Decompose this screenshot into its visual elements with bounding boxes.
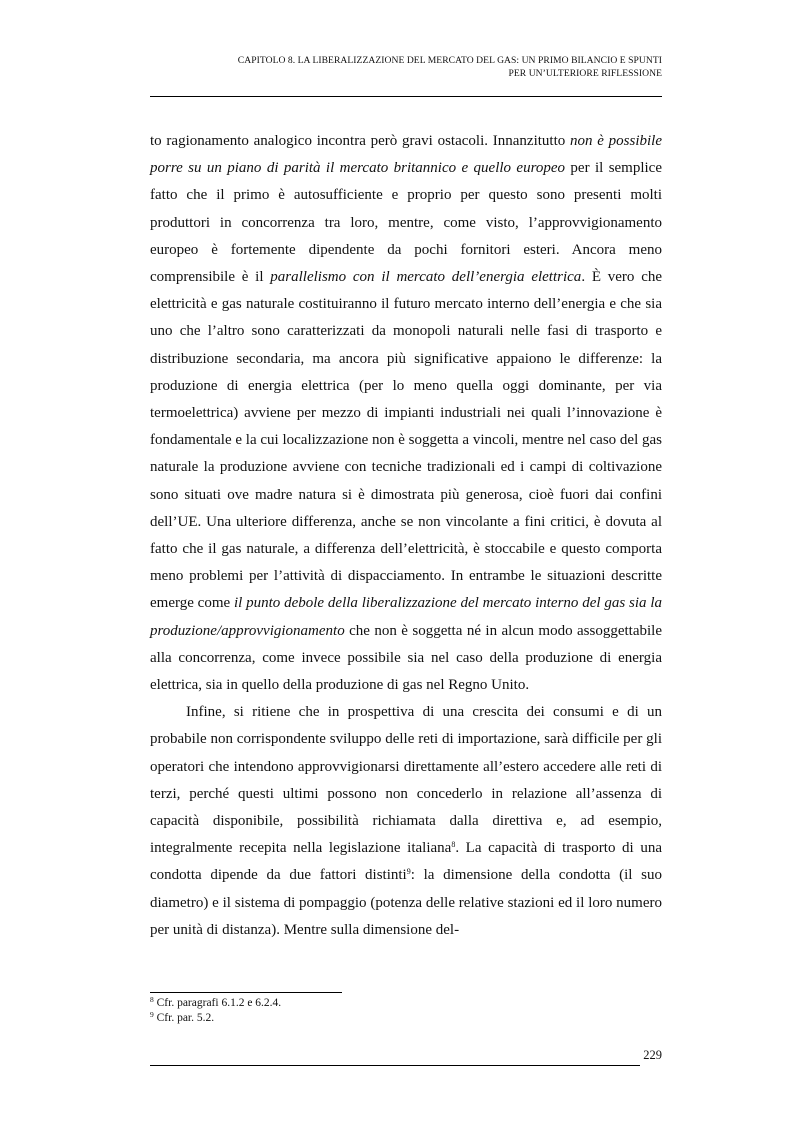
footnote-ref-8[interactable]: 8 [451,840,456,850]
header-divider [150,96,662,97]
running-header-line-2: PER UN’ULTERIORE RIFLESSIONE [508,68,662,79]
p2-text-1: Infine, si ritiene che in prospettiva di una crescita dei consumi e di un probabile non corrispondente sviluppo delle reti di importazione, sarà difficile per gli operatori che intendono approvvigionarsi direttamente all’estero accedere alle reti di terzi, perché questi ultimi possono non concederlo in relazione all’assenza di capacità disponibile, possibilità richiamata dalla direttiva e, ad esempio, integralmente recepita nella legislazione italiana [150,704,662,857]
body-text [150,128,662,944]
p1-italic-2: parallelismo con il mercato dell’energia elettrica [270,269,582,286]
p1-text-2: per il semplice fatto che il primo è autosufficiente e proprio per questo sono presenti molti produttori in concorrenza tra loro, mentre, come visto, l’approvvigionamento europeo è fortemente dipendente da pochi fornitori esteri. Ancora meno comprensibile è il [150,160,663,286]
p2-text-2: . La capacità di trasporto di una condotta dipende da due fattori distinti [150,840,662,884]
footnote-ref-9[interactable]: 9 [406,867,411,877]
paragraph-1 [150,128,662,699]
p1-italic-1: non è possibile porre su un piano di parità il mercato britannico e quello europeo [150,133,663,177]
p1-italic-3: il punto debole della liberalizzazione del mercato interno del gas sia la produzione/approvvigionamento [150,595,662,639]
footnote-9-text: Cfr. par. 5.2. [153,1011,215,1024]
p1-text-4: che non è soggetta né in alcun modo assoggettabile alla concorrenza, come invece possibile sia nel caso della produzione di energia elettrica, sia in quello della produzione di gas nel Regno Unito. [150,622,662,694]
paragraph-2 [150,699,662,944]
p1-text-1: to ragionamento analogico incontra però gravi ostacoli. Innanzitutto [150,133,570,149]
p2-text-3: : la dimensione della condotta (il suo diametro) e il sistema di pompaggio (potenza delle relative stazioni ed il loro numero per unità di distanza). Mentre sulla dimensione del- [150,867,662,938]
running-header-line-1: CAPITOLO 8. LA LIBERALIZZAZIONE DEL MERCATO DEL GAS: UN PRIMO BILANCIO E SPUNTI [237,55,662,66]
footnote-9-mark: 9 [150,1009,154,1019]
footnote-8 [150,996,662,1011]
footnotes [150,996,662,1025]
footer-divider [150,1065,640,1066]
running-header [150,54,662,80]
footnote-9 [150,1011,662,1026]
footnote-8-text: Cfr. paragrafi 6.1.2 e 6.2.4. [153,997,282,1009]
p1-text-3: . È vero che elettricità e gas naturale costituiranno il futuro mercato interno dell’energia e che sia uno che l’altro sono caratterizzati da monopoli naturali nelle fasi di trasporto e distribuzione secondaria, ma ancora più significative appaiono le differenze: la produzione di energia elettrica (per lo meno quella oggi dominante, per via termoelettrica) avviene per mezzo di impianti industriali nei quali l’innovazione è fondamentale e la cui localizzazione non è soggetta a vincoli, mentre nel caso del gas naturale la produzione avviene con tecniche tradizionali ed i campi di coltivazione sono situati ove madre natura si è dimostrata più generosa, cioè fuori dai confini dell’UE. Una ulteriore differenza, anche se non vincolante a fini critici, è dovuta al fatto che il gas naturale, a differenza dell’elettricità, è stoccabile e questo comporta meno problemi per l’attività di dispacciamento. In entrambe le situazioni descritte emerge come [150,269,663,612]
footnote-8-mark: 8 [150,995,154,1004]
footnote-divider [150,992,342,993]
page-number: 229 [643,1048,662,1062]
